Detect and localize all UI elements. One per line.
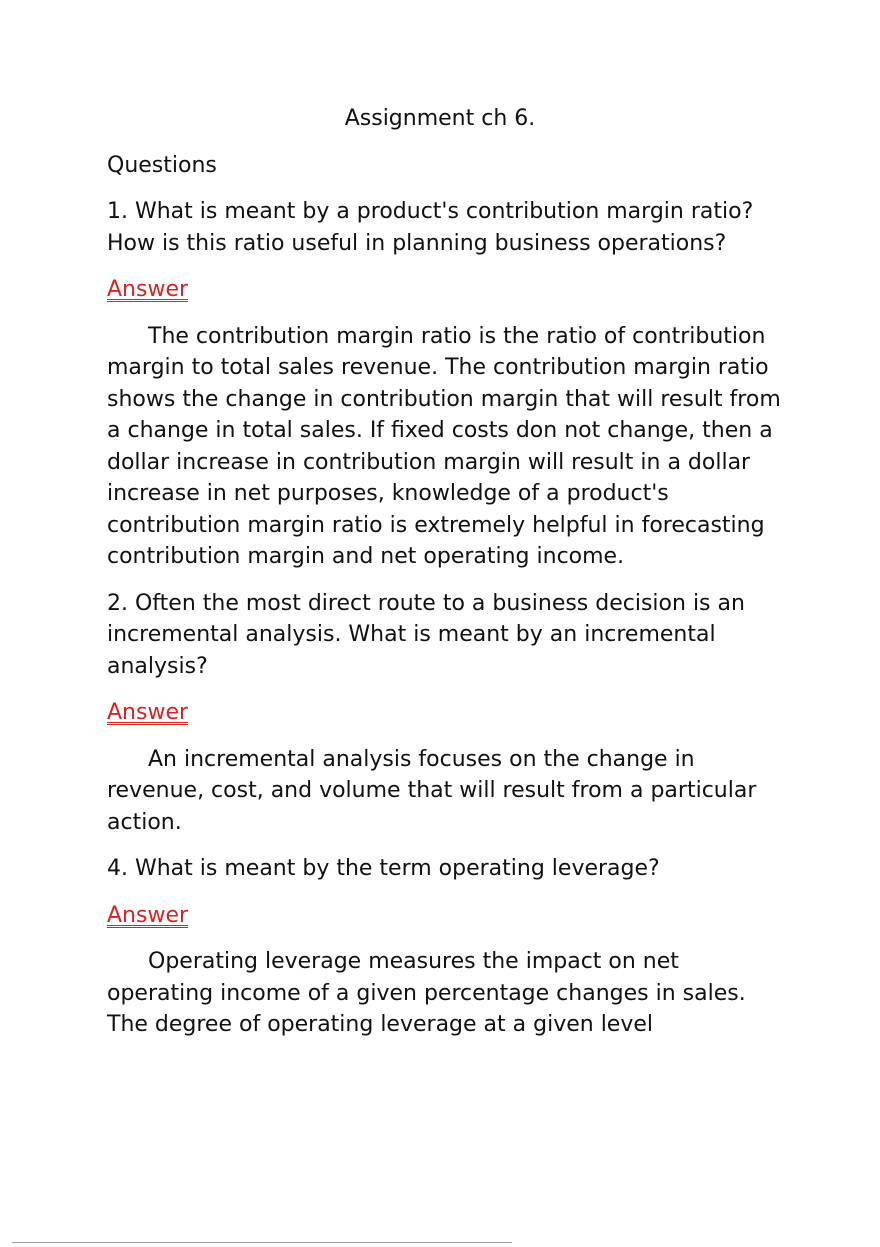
question-1: 1. What is meant by a product's contribution margin ratio? How is this ratio useful in planning business operations? — [107, 199, 754, 256]
page-footer-divider — [12, 1242, 512, 1243]
answer-label-2: Answer — [107, 700, 189, 725]
document-body — [107, 103, 787, 1056]
question-2: 2. Often the most direct route to a business decision is an incremental analysis. What is meant by an incremental analysis? — [107, 590, 745, 679]
document-title: Assignment ch 6. — [344, 106, 536, 131]
answer-1: The contribution margin ratio is the ratio of contribution margin to total sales revenue. The contribution margin ratio shows the change in contribution margin that will result from a change in total sales. If fixed costs don not change, then a dollar increase in contribution margin will result in a dollar increase in net purposes, knowledge of a product's contribution margin ratio is extremely helpful in forecasting contribution margin and net operating income. — [107, 323, 781, 569]
answer-2: An incremental analysis focuses on the change in revenue, cost, and volume that will result from a particular action. — [107, 746, 757, 835]
answer-4: Operating leverage measures the impact on net operating income of a given percentage changes in sales. The degree of operating leverage at a given level — [107, 949, 746, 1037]
question-4: 4. What is meant by the term operating leverage? — [107, 856, 660, 881]
answer-label-1: Answer — [107, 277, 189, 302]
section-heading: Questions — [107, 152, 217, 178]
answer-label-4: Answer — [107, 902, 189, 928]
